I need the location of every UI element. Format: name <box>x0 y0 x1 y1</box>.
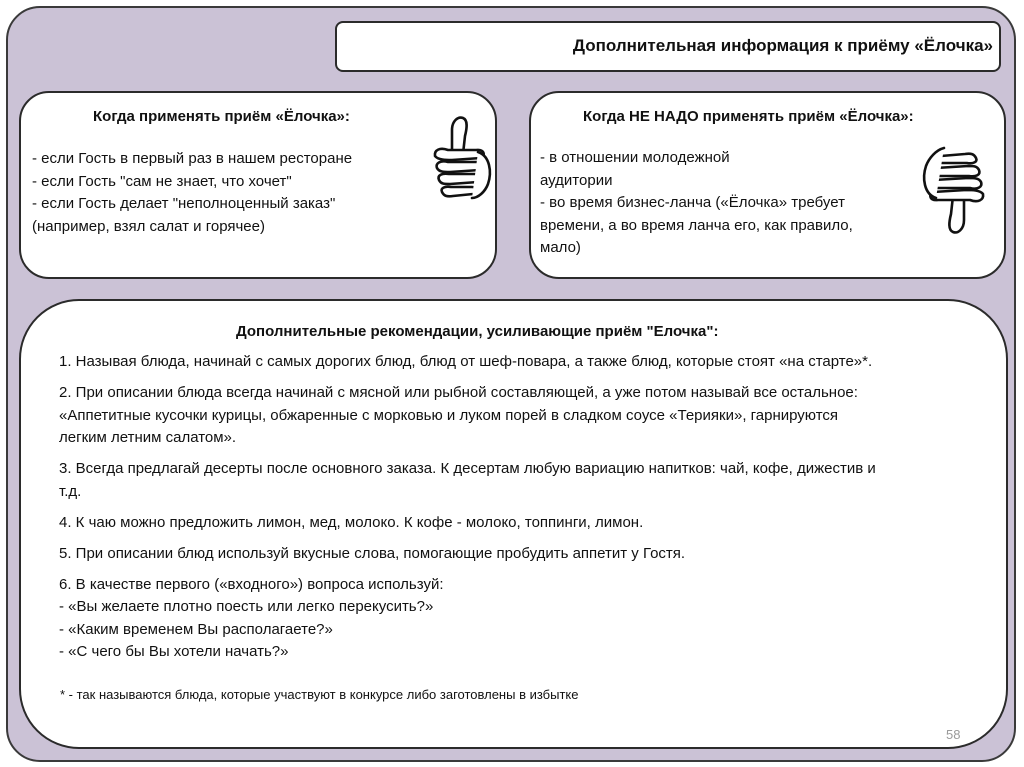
when-heading: Когда применять приём «Ёлочка»: <box>93 108 350 125</box>
recommendation-line: 1. Называя блюда, начинай с самых дорогих блюд, блюд от шеф-повара, а также блюд, которые стоят «на старте»*. <box>59 353 873 370</box>
thumbs-down-icon <box>918 140 988 238</box>
recommendation-item <box>59 382 989 450</box>
recommendation-line: - «С чего бы Вы хотели начать?» <box>59 643 289 660</box>
recommendations-list <box>59 351 989 672</box>
recommendation-line: «Аппетитные кусочки курицы, обжаренные с морковью и луком порей в сладком соусе «Терияки», гарнируются <box>59 406 839 424</box>
recommendation-item <box>59 574 989 664</box>
title-box <box>335 21 1001 72</box>
when-not-heading: Когда НЕ НАДО применять приём «Ёлочка»: <box>583 108 914 125</box>
recommendations-box <box>19 299 1008 749</box>
when-line: - если Гость "сам не знает, что хочет" <box>32 172 292 190</box>
recommendation-line: легким летним салатом». <box>59 429 237 446</box>
recommendation-line: 2. При описании блюда всегда начинай с мясной или рыбной составляющей, а уже потом называй все остальное: <box>59 384 858 401</box>
when-line: (например, взял салат и горячее) <box>32 217 265 235</box>
when-not-line: времени, а во время ланча его, как правило, <box>540 216 853 234</box>
when-not-lines <box>540 147 853 260</box>
recommendations-heading: Дополнительные рекомендации, усиливающие приём "Елочка": <box>236 323 719 340</box>
recommendation-item <box>59 458 989 503</box>
recommendation-line: 4. К чаю можно предложить лимон, мед, молоко. К кофе - молоко, топпинги, лимон. <box>59 513 644 531</box>
footnote: * - так называются блюда, которые участвуют в конкурсе либо заготовлены в избытке <box>60 687 579 702</box>
recommendation-item <box>59 351 989 374</box>
when-line: - если Гость в первый раз в нашем ресторане <box>32 150 353 167</box>
recommendation-line: 5. При описании блюд используй вкусные слова, помогающие пробудить аппетит у Гостя. <box>59 544 686 562</box>
page-title: Дополнительная информация к приёму «Ёлочка» <box>572 36 993 55</box>
recommendation-line: - «Вы желаете плотно поесть или легко перекусить?» <box>59 598 434 615</box>
when-line: - если Гость делает "неполноценный заказ" <box>32 195 336 212</box>
when-not-line: - во время бизнес-ланча («Ёлочка» требует <box>540 194 845 211</box>
page-number: 58 <box>946 727 961 742</box>
when-not-line: аудитории <box>540 171 613 189</box>
thumbs-up-icon <box>432 112 494 204</box>
recommendation-line: - «Каким временем Вы располагаете?» <box>59 620 333 638</box>
recommendation-line: 6. В качестве первого («входного») вопроса используй: <box>59 575 444 593</box>
when-not-line: мало) <box>540 239 581 256</box>
when-lines <box>32 148 352 238</box>
when-not-line: - в отношении молодежной <box>540 149 730 166</box>
recommendation-item <box>59 543 989 566</box>
recommendation-line: т.д. <box>59 482 82 500</box>
recommendation-line: 3. Всегда предлагай десерты после основного заказа. К десертам любую вариацию напитков: чай, кофе, дижестив и <box>59 460 876 477</box>
recommendation-item <box>59 512 989 535</box>
when-to-use-box <box>19 91 497 279</box>
